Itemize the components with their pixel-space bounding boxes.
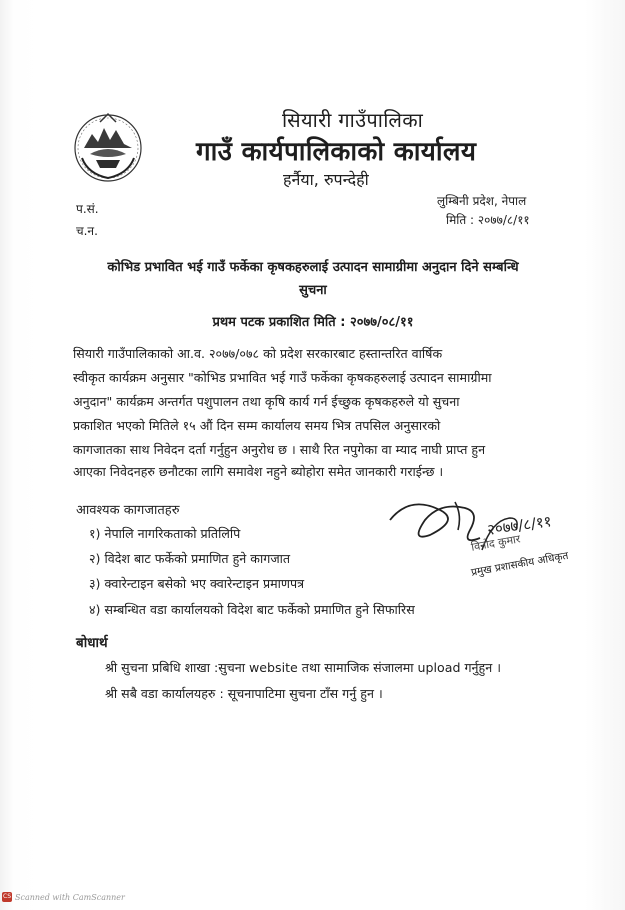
nepal-emblem-icon [70, 108, 146, 184]
office-location: हर्नैया, रुपन्देही [283, 170, 369, 189]
body-line: सियारी गाउँपालिकाको आ.व. २०७७/०७८ को प्रदेश सरकारबाट हस्तान्तरित वार्षिक [73, 346, 443, 361]
province-label: लुम्बिनी प्रदेश, नेपाल [437, 194, 527, 208]
municipality-name: सियारी गाउँपालिका [282, 108, 424, 132]
document-item: ४) सम्बन्धित वडा कार्यालयको विदेश बाट फर्केको प्रमाणित हुने सिफारिस [89, 602, 415, 617]
stamp-name: विनोद कुमार [470, 532, 522, 554]
documents-title: आवश्यक कागजातहरु [76, 503, 180, 518]
document-item: १) नेपालि नागरिकताको प्रतिलिपि [89, 526, 241, 541]
body-line: कागजातका साथ निवेदन दर्ता गर्नुहुन अनुरोध छ । साथै रित नपुगेका वा म्याद नाघी प्राप्त हुन [73, 442, 486, 457]
camscanner-logo-icon: CS [3, 893, 11, 900]
office-title: गाउँ कार्यपालिकाको कार्यालय [196, 137, 477, 167]
subject-line-2: सुचना [299, 283, 327, 298]
body-line: स्वीकृत कार्यक्रम अनुसार "कोभिड प्रभावित भई गाउँ फर्केका कृषकहरुलाई उत्पादन सामाग्रीमा [73, 370, 492, 385]
cc-title: बोधार्थ [76, 635, 108, 651]
signature-date: २०७७/८/११ [486, 512, 553, 539]
cc-item: श्री सबै वडा कार्यालयहरु : सूचनापाटिमा सुचना टाँस गर्नु हुन । [105, 686, 383, 701]
cc-item: श्री सुचना प्रबिधि शाखा :सुचना website तथा सामाजिक संजालमा upload गर्नुहुन । [105, 660, 501, 675]
letter-date: मिति : २०७७/८/११ [446, 213, 530, 227]
scanner-watermark: Scanned with CamScanner [15, 893, 125, 902]
document-item: ३) क्वारेन्टाइन बसेको भए क्वारेन्टाइन प्रमाणपत्र [89, 576, 305, 591]
body-line: अनुदान" कार्यक्रम अन्तर्गत पशुपालन तथा कृषि कार्य गर्न ईच्छुक कृषकहरुले यो सुचना [73, 394, 460, 409]
reference-cn: च.न. [76, 224, 98, 238]
officer-title: प्रमुख प्रशासकीय अधिकृत [470, 549, 570, 579]
subject-line-1: कोभिड प्रभावित भई गाउँ फर्केका कृषकहरुलाई उत्पादन सामाग्रीमा अनुदान दिने सम्बन्धि [107, 260, 519, 275]
document-item: २) विदेश बाट फर्केको प्रमाणित हुने कागजात [89, 551, 291, 566]
body-line: प्रकाशित भएको मितिले १५ औं दिन सम्म कार्यालय समय भित्र तपसिल अनुसारको [73, 418, 441, 433]
publish-date: प्रथम पटक प्रकाशित मिति : २०७७/०८/११ [212, 315, 414, 330]
body-line: आएका निवेदनहरु छनौटका लागि समावेश नहुने ब्योहोरा समेत जानकारी गराईन्छ । [73, 464, 444, 479]
reference-ps: प.सं. [76, 202, 99, 216]
